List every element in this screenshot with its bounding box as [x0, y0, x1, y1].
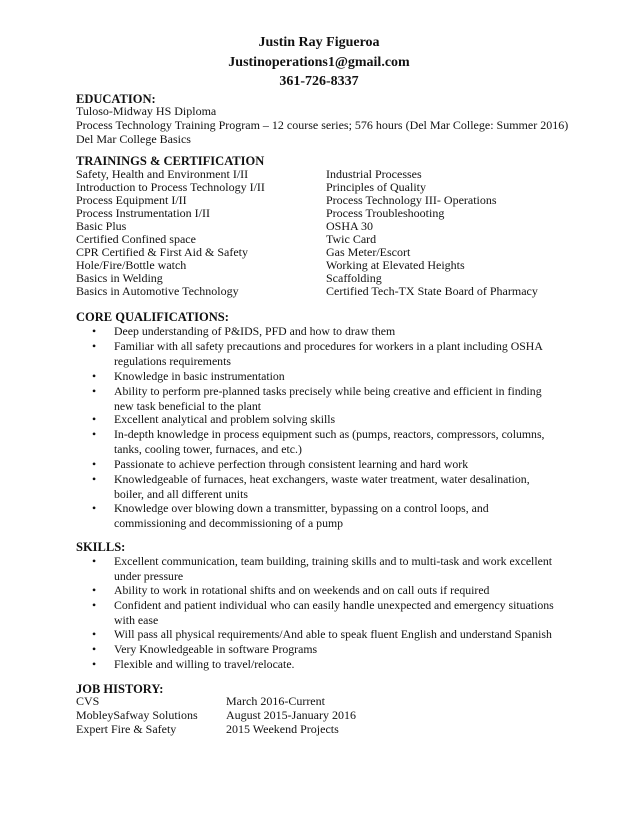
- bullet-icon: •: [92, 501, 97, 515]
- core-item-text: Passionate to achieve perfection through consistent learning and hard work: [114, 457, 469, 471]
- bullet-icon: •: [92, 427, 97, 441]
- job-dates: 2015 Weekend Projects: [226, 722, 339, 736]
- bullet-icon: •: [92, 642, 97, 656]
- training-item: Principles of Quality: [326, 180, 426, 194]
- core-item-text: Excellent analytical and problem solving skills: [114, 412, 336, 426]
- core-item-text: In-depth knowledge in process equipment such as (pumps, reactors, compressors, columns, tanks, cooling tower, furnaces, and etc.): [114, 427, 545, 456]
- education-heading: EDUCATION:: [76, 92, 156, 106]
- job-company: MobleySafway Solutions: [76, 708, 198, 722]
- bullet-icon: •: [92, 583, 97, 597]
- training-item: Certified Tech-TX State Board of Pharmacy: [326, 284, 538, 298]
- education-line: Process Technology Training Program – 12 course series; 576 hours (Del Mar College: Summer 2016): [76, 118, 569, 132]
- skill-item-text: Excellent communication, team building, training skills and to multi-task and work excellent under pressure: [114, 554, 553, 583]
- job-dates: March 2016-Current: [226, 694, 325, 708]
- core-item-text: Knowledge in basic instrumentation: [114, 369, 285, 383]
- training-item: Process Troubleshooting: [326, 206, 445, 220]
- skill-item-text: Flexible and willing to travel/relocate.: [114, 657, 295, 671]
- bullet-icon: •: [92, 339, 97, 353]
- core-item-text: Familiar with all safety precautions and procedures for workers in a plant including OSHA regulations requirements: [114, 339, 543, 368]
- training-item: Process Equipment I/II: [76, 193, 187, 207]
- training-item: CPR Certified & First Aid & Safety: [76, 245, 249, 259]
- training-item: Process Technology III- Operations: [326, 193, 497, 207]
- job-company: Expert Fire & Safety: [76, 722, 177, 736]
- jobs-heading: JOB HISTORY:: [76, 682, 164, 696]
- training-item: Certified Confined space: [76, 232, 196, 246]
- training-item: Scaffolding: [326, 271, 382, 285]
- core-heading: CORE QUALIFICATIONS:: [76, 310, 229, 324]
- skill-item-text: Very Knowledgeable in software Programs: [114, 642, 318, 656]
- bullet-icon: •: [92, 324, 97, 338]
- skill-item-text: Ability to work in rotational shifts and on weekends and on call outs if required: [114, 583, 490, 597]
- bullet-icon: •: [92, 472, 97, 486]
- education-line: Tuloso-Midway HS Diploma: [76, 104, 217, 118]
- training-item: Basics in Automotive Technology: [76, 284, 239, 298]
- core-item-text: Knowledgeable of furnaces, heat exchangers, waste water treatment, water desalination, boiler, and all different units: [114, 472, 530, 501]
- education-line: Del Mar College Basics: [76, 132, 191, 146]
- training-item: Working at Elevated Heights: [326, 258, 465, 272]
- bullet-icon: •: [92, 657, 97, 671]
- training-item: Process Instrumentation I/II: [76, 206, 210, 220]
- skills-heading: SKILLS:: [76, 540, 126, 554]
- training-item: Basic Plus: [76, 219, 127, 233]
- skill-item-text: Confident and patient individual who can easily handle unexpected and emergency situations with ease: [114, 598, 554, 627]
- candidate-phone: 361-726-8337: [279, 74, 359, 89]
- training-item: OSHA 30: [326, 219, 374, 233]
- bullet-icon: •: [92, 457, 97, 471]
- bullet-icon: •: [92, 598, 97, 612]
- job-company: CVS: [76, 694, 100, 708]
- bullet-icon: •: [92, 369, 97, 383]
- candidate-email: Justinoperations1@gmail.com: [228, 55, 410, 70]
- training-item: Introduction to Process Technology I/II: [76, 180, 265, 194]
- core-item-text: Deep understanding of P&IDS, PFD and how to draw them: [114, 324, 396, 338]
- core-item-text: Ability to perform pre-planned tasks precisely while being creative and efficient in finding new task beneficial to the plant: [114, 384, 542, 413]
- skill-item-text: Will pass all physical requirements/And able to speak fluent English and understand Spanish: [114, 627, 552, 641]
- training-item: Safety, Health and Environment I/II: [76, 167, 249, 181]
- bullet-icon: •: [92, 627, 97, 641]
- training-item: Industrial Processes: [326, 167, 422, 181]
- candidate-name: Justin Ray Figueroa: [258, 35, 380, 50]
- trainings-heading: TRAININGS & CERTIFICATION: [76, 154, 265, 168]
- training-item: Twic Card: [326, 232, 377, 246]
- training-item: Gas Meter/Escort: [326, 245, 411, 259]
- bullet-icon: •: [92, 554, 97, 568]
- training-item: Basics in Welding: [76, 271, 163, 285]
- job-dates: August 2015-January 2016: [226, 708, 356, 722]
- core-item-text: Knowledge over blowing down a transmitter, bypassing on a control loops, and commissioning and decommissioning of a pump: [114, 501, 489, 530]
- training-item: Hole/Fire/Bottle watch: [76, 258, 187, 272]
- bullet-icon: •: [92, 384, 97, 398]
- bullet-icon: •: [92, 412, 97, 426]
